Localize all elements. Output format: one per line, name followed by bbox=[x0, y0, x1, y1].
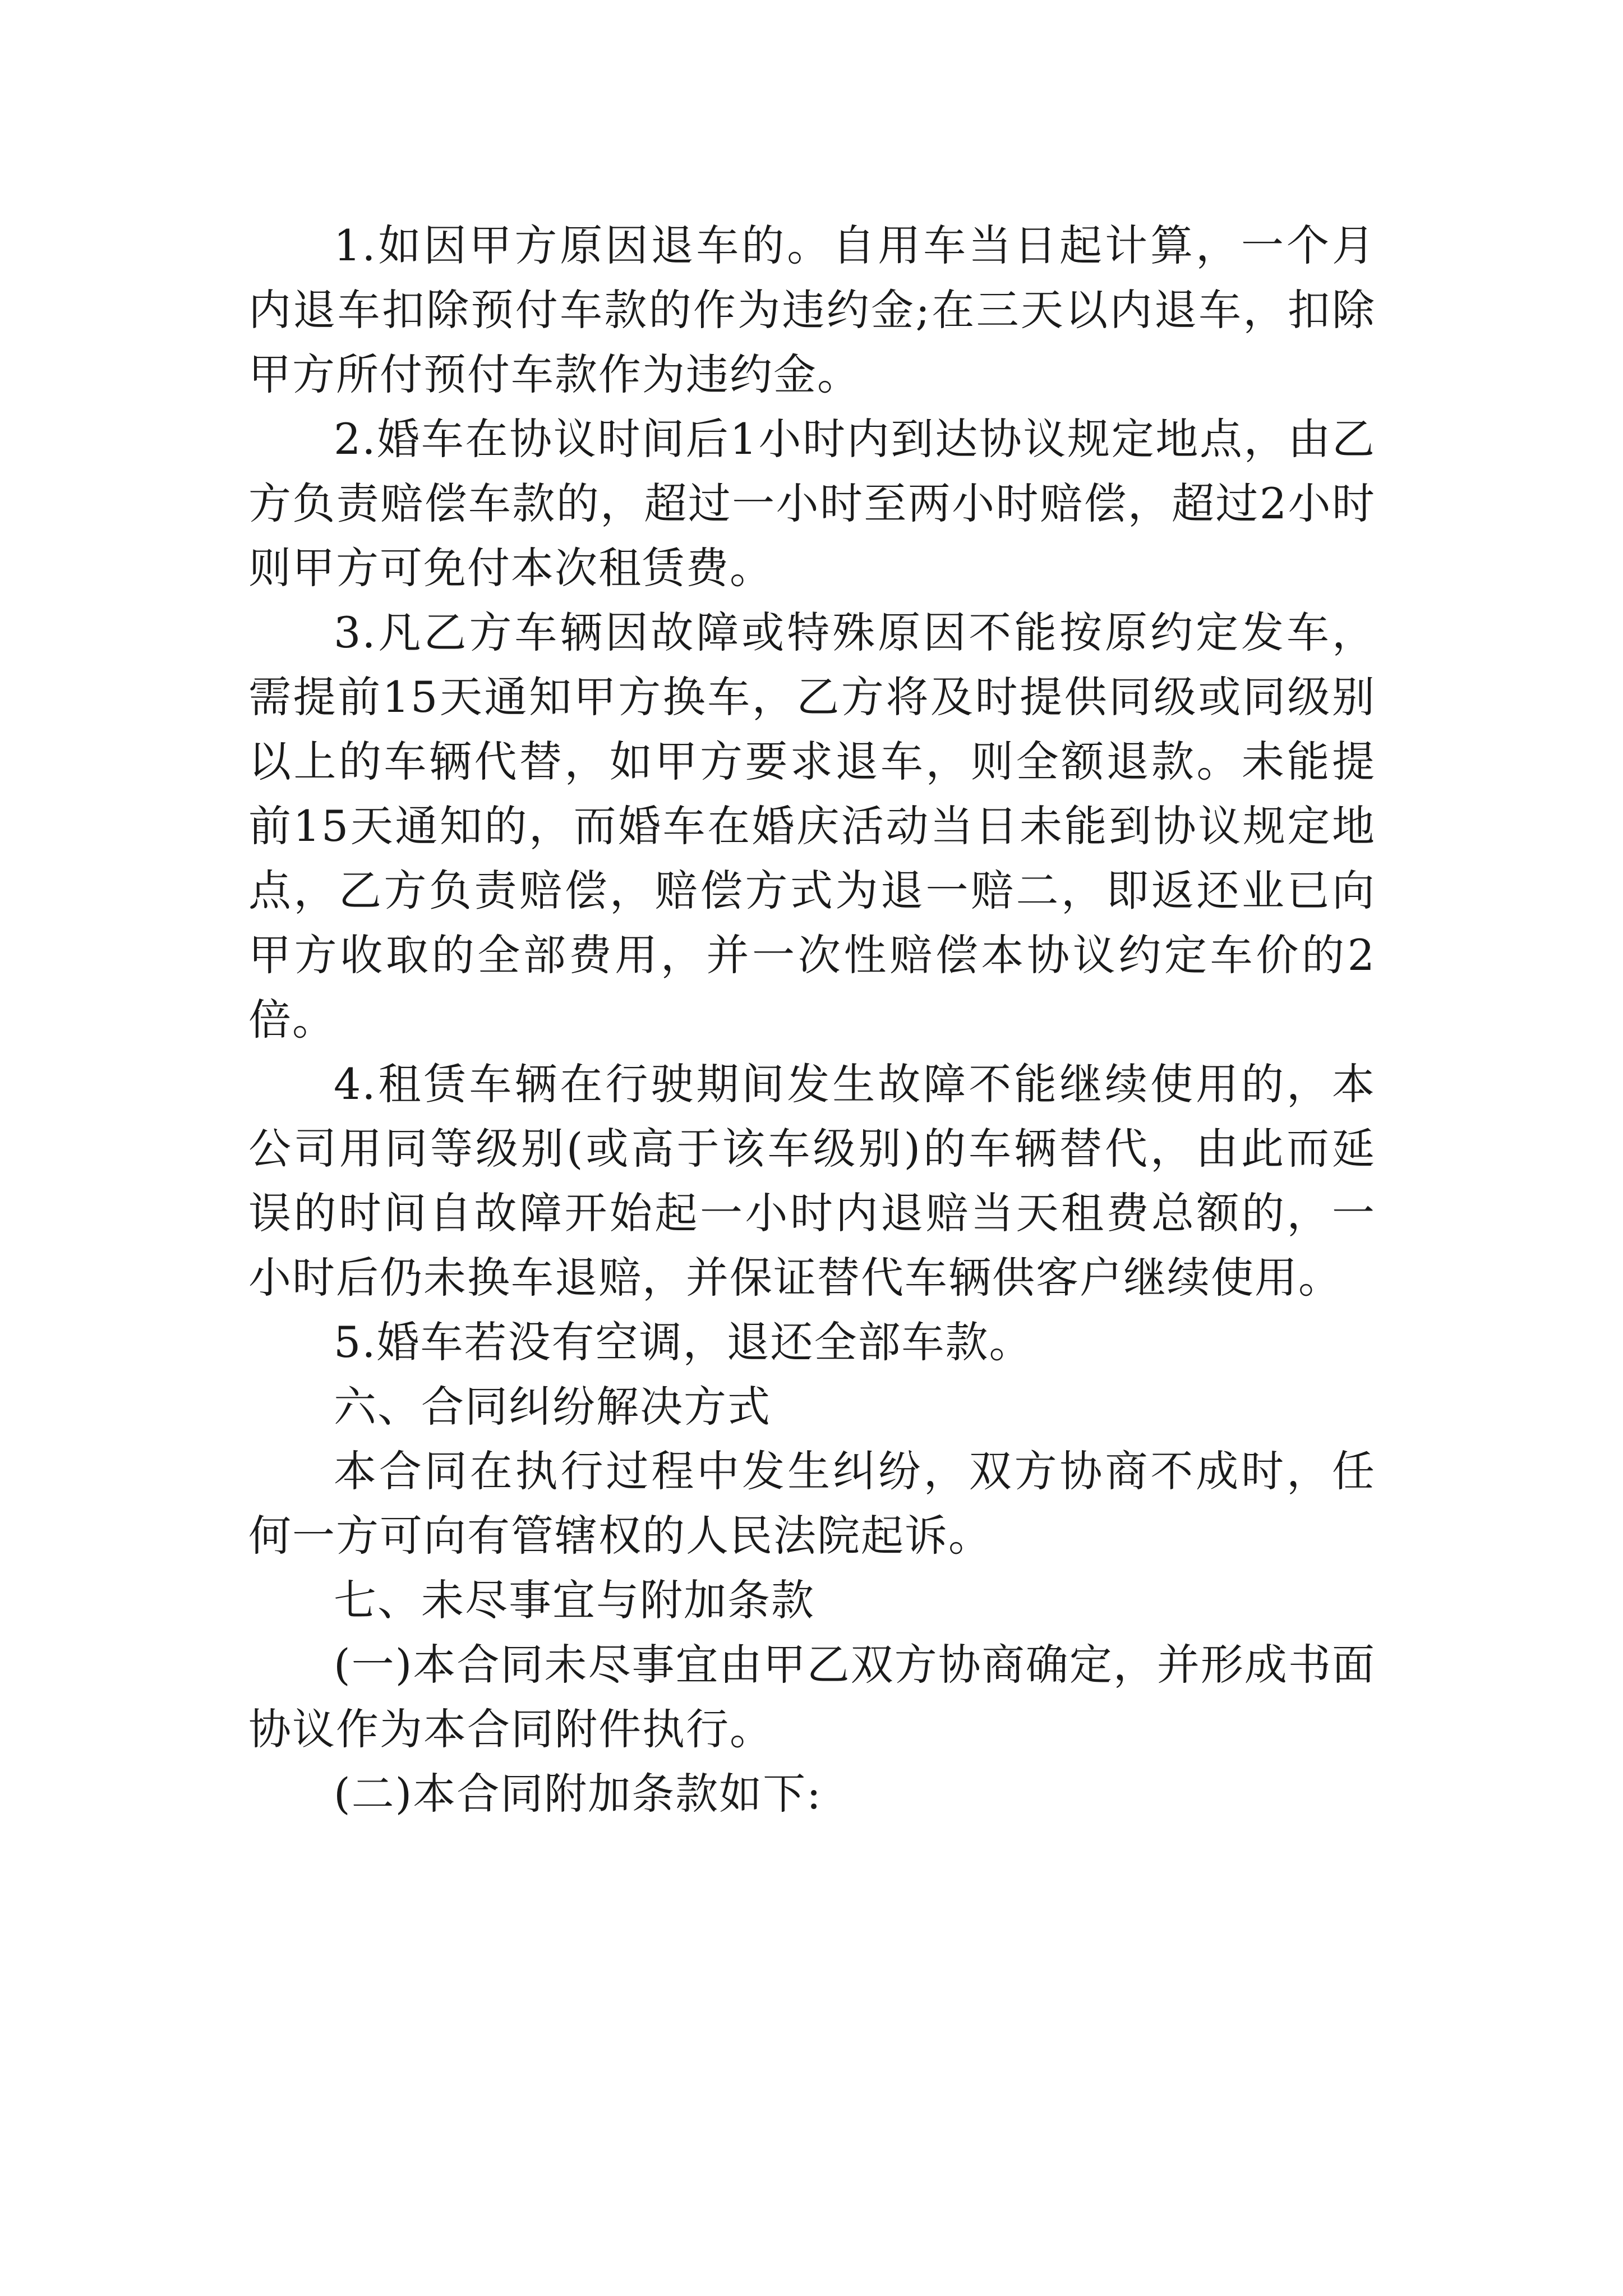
section-7-heading: 七、未尽事宜与附加条款 bbox=[334, 1575, 815, 1625]
section-6-heading: 六、合同纠纷解决方式 bbox=[334, 1382, 771, 1432]
clause-2-paragraph: 2.婚车在协议时间后1小时内到达协议规定地点，由乙方负责赔偿车款的，超过一小时至两小时赔偿，超过2小时则甲方可免付本次租赁费。 bbox=[248, 414, 1376, 593]
clause-3-paragraph: 3.凡乙方车辆因故障或特殊原因不能按原约定发车，需提前15天通知甲方换车，乙方将及时提供同级或同级别以上的车辆代替，如甲方要求退车，则全额退款。未能提前15天通知的，而婚车在婚庆活动当日未能到协议规定地点，乙方负责赔偿，赔偿方式为退一赔二，即返还业已向甲方收取的全部费用，并一次性赔偿本协议约定车价的2倍。 bbox=[248, 608, 1376, 1045]
clause-4-paragraph: 4.租赁车辆在行驶期间发生故障不能继续使用的，本公司用同等级别(或高于该车级别)的车辆替代，由此而延误的时间自故障开始起一小时内退赔当天租费总额的，一小时后仍未换车退赔，并保证替代车辆供客户继续使用。 bbox=[248, 1059, 1376, 1303]
document-body bbox=[248, 213, 1376, 1826]
section-6-body: 本合同在执行过程中发生纠纷，双方协商不成时，任何一方可向有管辖权的人民法院起诉。 bbox=[248, 1446, 1376, 1561]
section-7-item-1: (一)本合同未尽事宜由甲乙双方协商确定，并形成书面协议作为本合同附件执行。 bbox=[248, 1640, 1376, 1754]
clause-1-paragraph: 1.如因甲方原因退车的。自用车当日起计算，一个月内退车扣除预付车款的作为违约金;在三天以内退车，扣除甲方所付预付车款作为违约金。 bbox=[248, 220, 1376, 399]
section-7-item-2: (二)本合同附加条款如下: bbox=[334, 1769, 822, 1819]
clause-5-paragraph: 5.婚车若没有空调，退还全部车款。 bbox=[334, 1317, 1033, 1367]
